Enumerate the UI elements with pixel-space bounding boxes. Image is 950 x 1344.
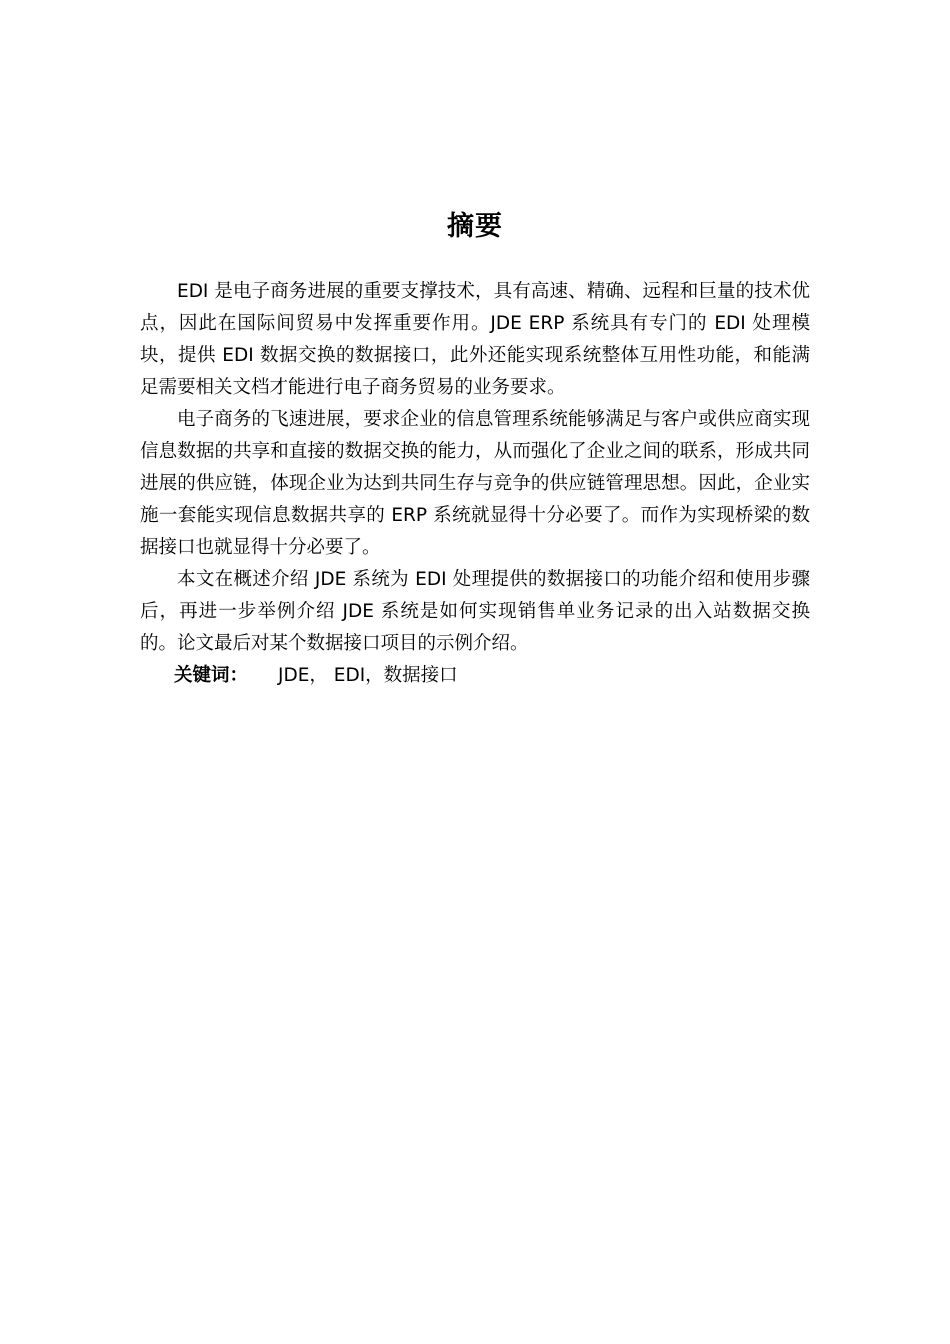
keywords-value: JDE， EDI，数据接口 bbox=[278, 665, 458, 686]
abstract-paragraph-2: 电子商务的飞速进展，要求企业的信息管理系统能够满足与客户或供应商实现信息数据的共享和直接的数据交换的能力，从而强化了企业之间的联系，形成共同进展的供应链，体现企业为达到共同生存与竞争的供应链管理思想。因此，企业实施一套能实现信息数据共享的 ERP 系统就显得十分必要了。而作为实现桥梁的数据接口也就显得十分必要了。 bbox=[140, 409, 810, 558]
abstract-paragraph-1: EDI 是电子商务进展的重要支撑技术，具有高速、精确、远程和巨量的技术优点，因此在国际间贸易中发挥重要作用。JDE ERP 系统具有专门的 EDI 处理模块，提供 EDI 数据交换的数据接口，此外还能实现系统整体互用性功能，和能满足需要相关文档才能进行电子商务贸易的业务要求。 bbox=[140, 281, 810, 398]
abstract-title: 摘要 bbox=[447, 211, 503, 242]
keywords-label: 关键词： bbox=[174, 665, 249, 686]
keywords-line bbox=[140, 660, 810, 692]
abstract-paragraph-3: 本文在概述介绍 JDE 系统为 EDI 处理提供的数据接口的功能介绍和使用步骤后，再进一步举例介绍 JDE 系统是如何实现销售单业务记录的出入站数据交换的。论文最后对某个数据接口项目的示例介绍。 bbox=[140, 569, 810, 654]
abstract-body bbox=[140, 276, 810, 692]
